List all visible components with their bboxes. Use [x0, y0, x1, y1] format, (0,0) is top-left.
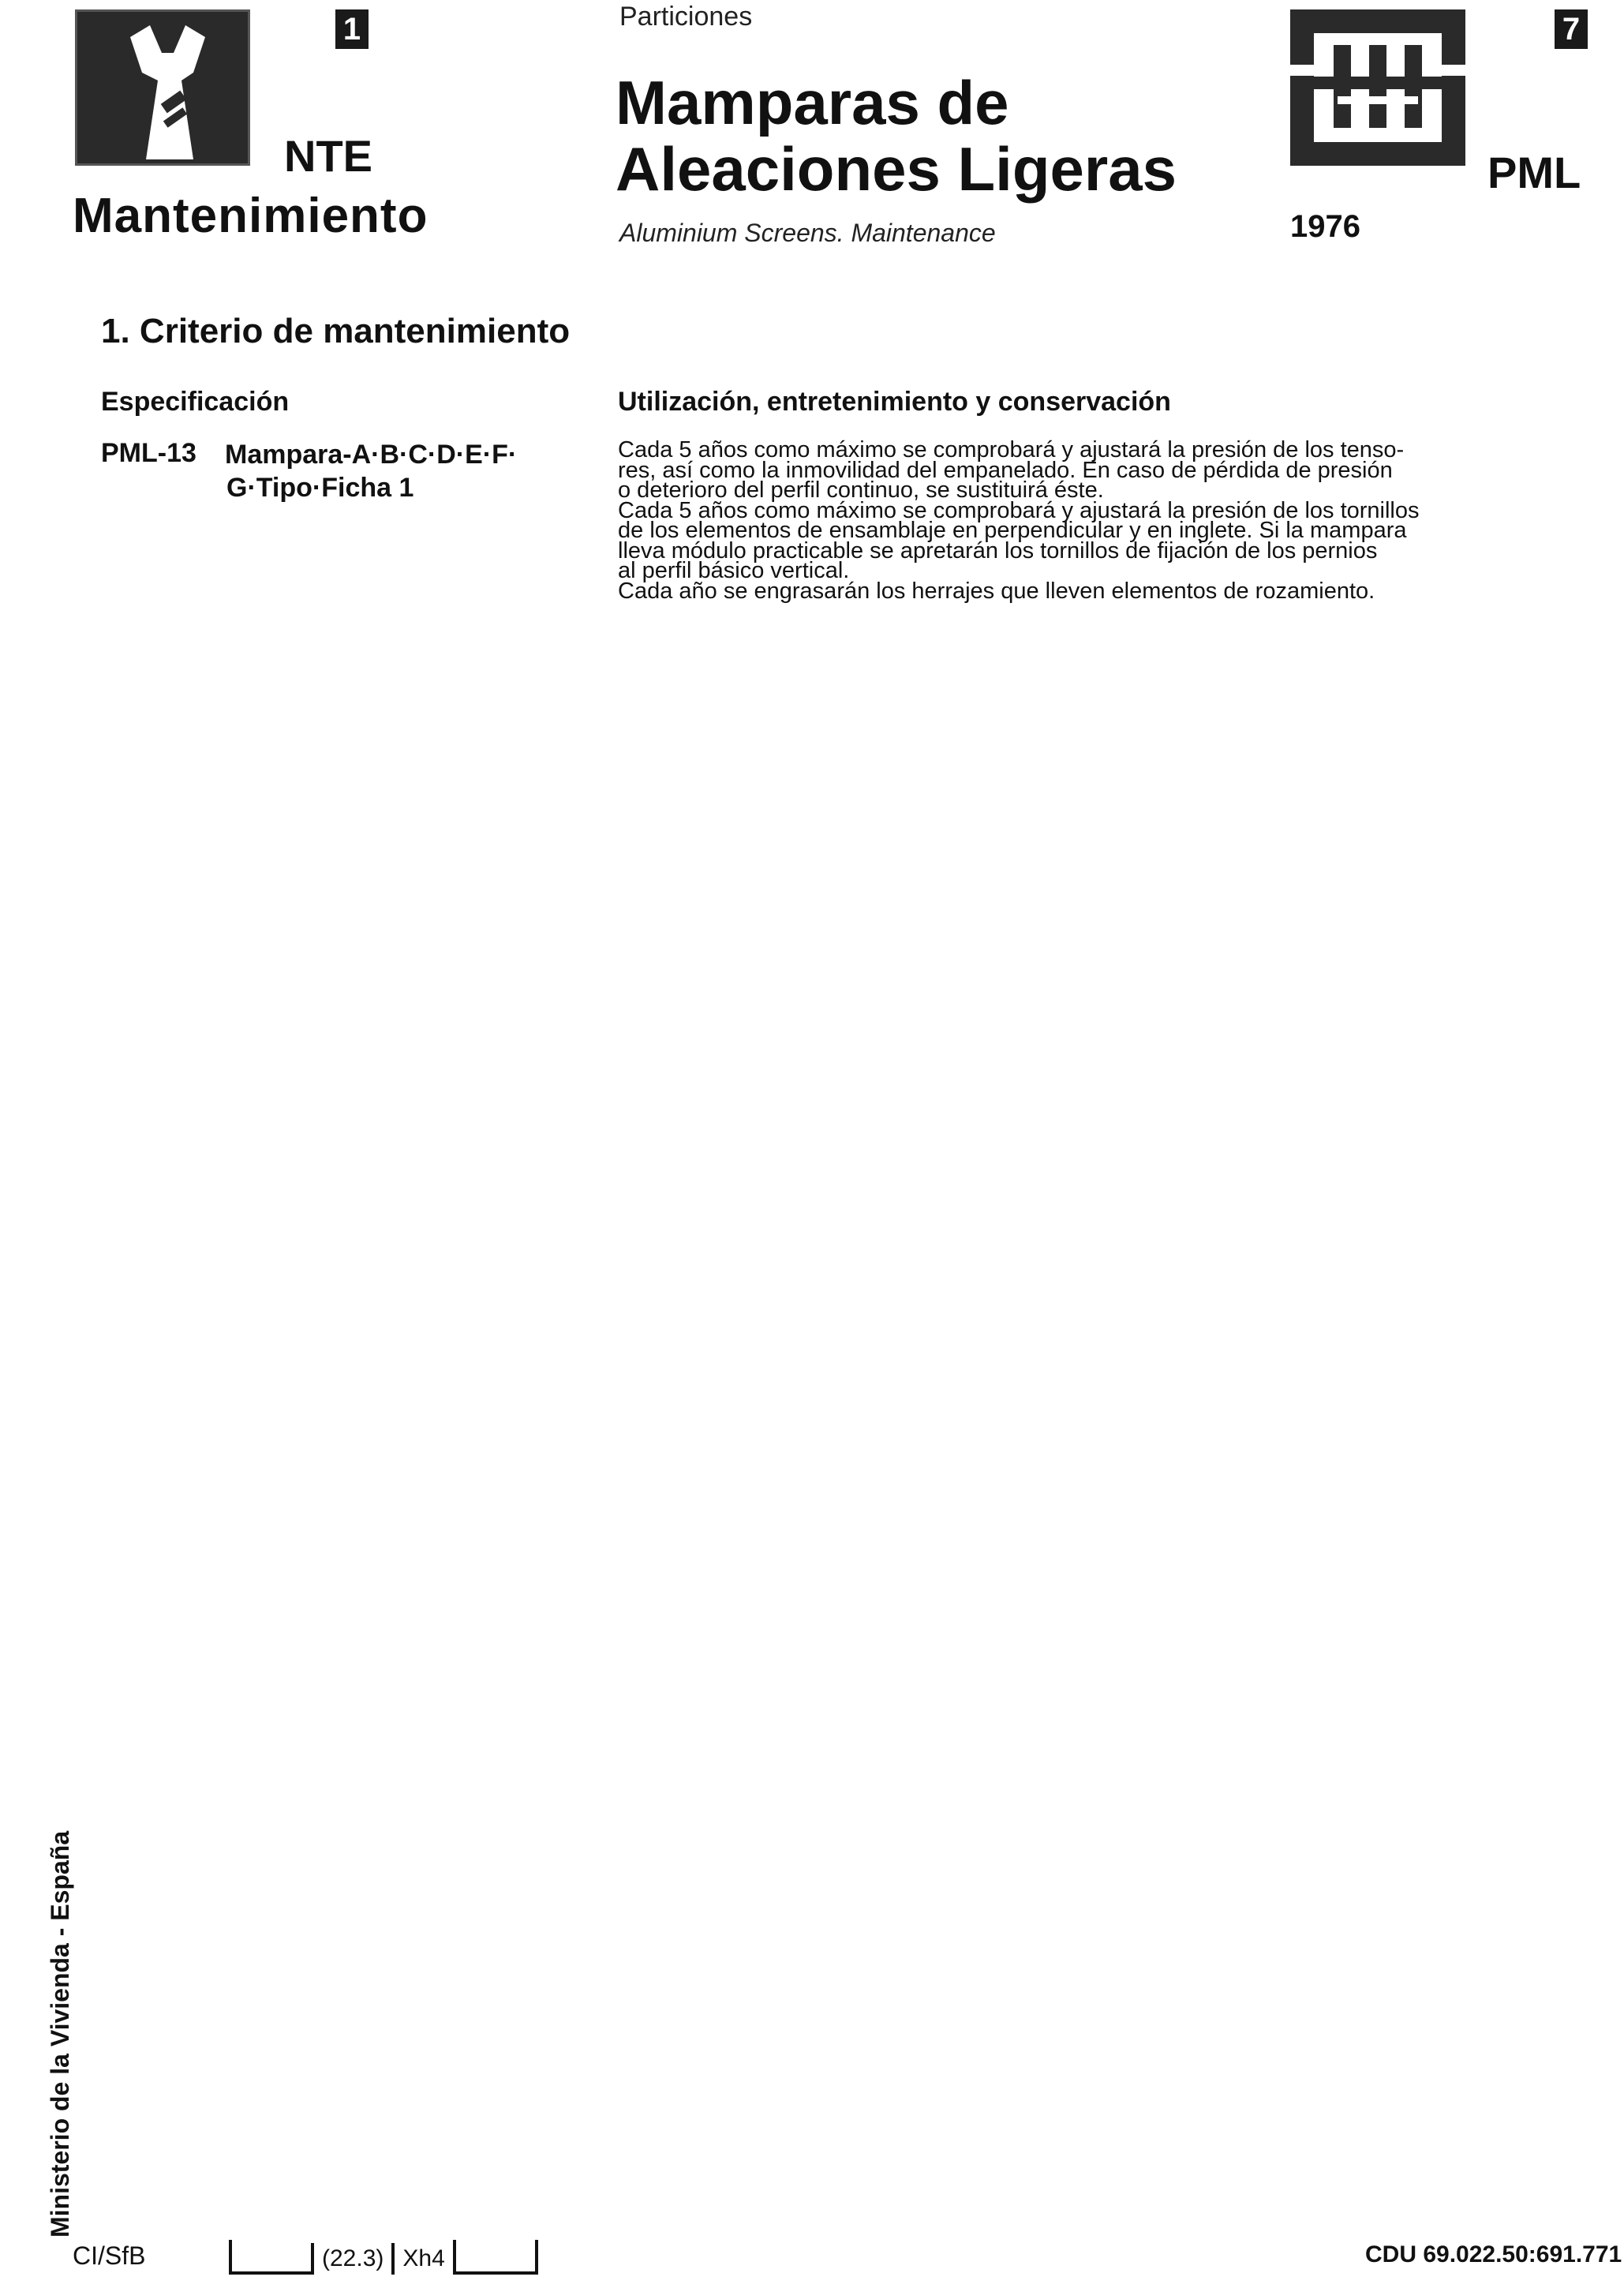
- paragraph-line: Cada 5 años como máximo se comprobará y ajustará la presión de los tenso-: [618, 437, 1405, 462]
- page-subtitle: Aluminium Screens. Maintenance: [619, 219, 996, 247]
- document-code: PML: [1487, 148, 1581, 197]
- page-title: [616, 69, 1177, 202]
- class-cell: [453, 2240, 538, 2275]
- maintenance-paragraph: [618, 437, 1596, 604]
- class-cell: Xh4: [391, 2243, 452, 2275]
- section-label: Particiones: [619, 2, 753, 32]
- left-page-badge: 1: [335, 9, 369, 49]
- classification-box: [229, 2240, 538, 2275]
- paragraph-line: lleva módulo practicable se apretarán los tornillos de fijación de los pernios: [618, 537, 1378, 564]
- cdu-code: CDU 69.022.50:691.771: [1365, 2241, 1622, 2267]
- spec-code: PML-13: [101, 438, 196, 468]
- class-cell: [229, 2240, 311, 2275]
- wrench-logo-icon: [75, 9, 250, 166]
- paragraph-line: o deterioro del perfil continuo, se sustituirá éste.: [618, 477, 1104, 503]
- paragraph-line: de los elementos de ensamblaje en perpendicular y en inglete. Si la mampara: [618, 518, 1407, 543]
- ministry-side-text: Ministerio de la Vivienda - España: [46, 1830, 74, 2237]
- class-cell: (22.3): [311, 2243, 391, 2275]
- spec-line-2: G·Tipo·Ficha 1: [226, 473, 414, 503]
- section-heading: 1. Criterio de mantenimiento: [101, 312, 571, 350]
- paragraph-line: Cada año se engrasarán los herrajes que lleven elementos de rozamiento.: [618, 578, 1375, 604]
- paragraph-line: Cada 5 años como máximo se comprobará y ajustará la presión de los tornillos: [618, 497, 1420, 523]
- paragraph-line: al perfil básico vertical.: [618, 558, 850, 583]
- column-header-usage: Utilización, entretenimiento y conservación: [618, 387, 1171, 417]
- spec-line-1: Mampara-A·B·C·D·E·F·: [225, 440, 518, 470]
- spec-description: [225, 438, 517, 504]
- right-page-badge: 7: [1555, 9, 1588, 49]
- title-line-1: Mamparas de: [616, 68, 1009, 137]
- nte-label: NTE: [284, 131, 372, 181]
- publication-year: 1976: [1290, 209, 1360, 244]
- cisfb-label: CI/SfB: [73, 2241, 146, 2270]
- category-label: Mantenimiento: [73, 189, 428, 243]
- paragraph-line: res, así como la inmovilidad del empanelado. En caso de pérdida de presión: [618, 457, 1393, 483]
- title-line-2: Aleaciones Ligeras: [616, 134, 1177, 204]
- partition-logo-icon: [1290, 9, 1465, 166]
- column-header-spec: Especificación: [101, 387, 290, 417]
